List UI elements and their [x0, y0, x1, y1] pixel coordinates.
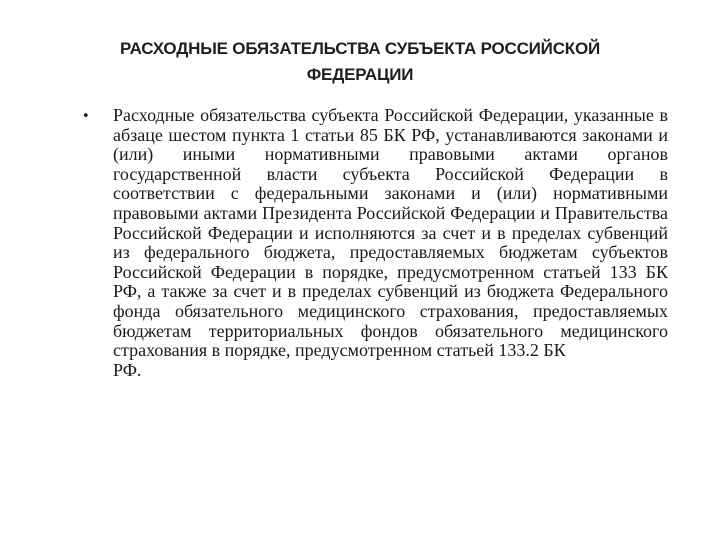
bullet-icon: •: [82, 109, 90, 124]
bullet-text-ending: РФ.: [113, 359, 142, 380]
bullet-item: [82, 106, 668, 380]
bullet-text: Расходные обязательства субъекта Российской Федерации, указанные в абзаце шестом пункта 1 статьи 85 БК РФ, устанавливаются законами и (или) иными нормативными правовыми актами органов государственной власти субъекта Российской Федерации в соответствии с федеральными законами и (или) нормативными правовыми актами Президента Российской Федерации и Правительства Российской Федерации и исполняются за счет и в пределах субвенций из федерального бюджета, предоставляемых бюджетам субъектов Российской Федерации в порядке, предусмотренном статьей 133 БК РФ, а также за счет и в пределах субвенций из бюджета Федерального фонда обязательного медицинского страхования, предоставляемых бюджетам территориальных фондов обязательного медицинского страхования в порядке, предусмотренном статьей 133.2 БК: [113, 105, 668, 361]
slide-title-line-2: ФЕДЕРАЦИИ: [306, 65, 414, 84]
slide-title: [40, 36, 680, 88]
slide-title-line-1: РАСХОДНЫЕ ОБЯЗАТЕЛЬСТВА СУБЪЕКТА РОССИЙСКОЙ: [119, 39, 600, 58]
bullet-list: [82, 106, 668, 380]
